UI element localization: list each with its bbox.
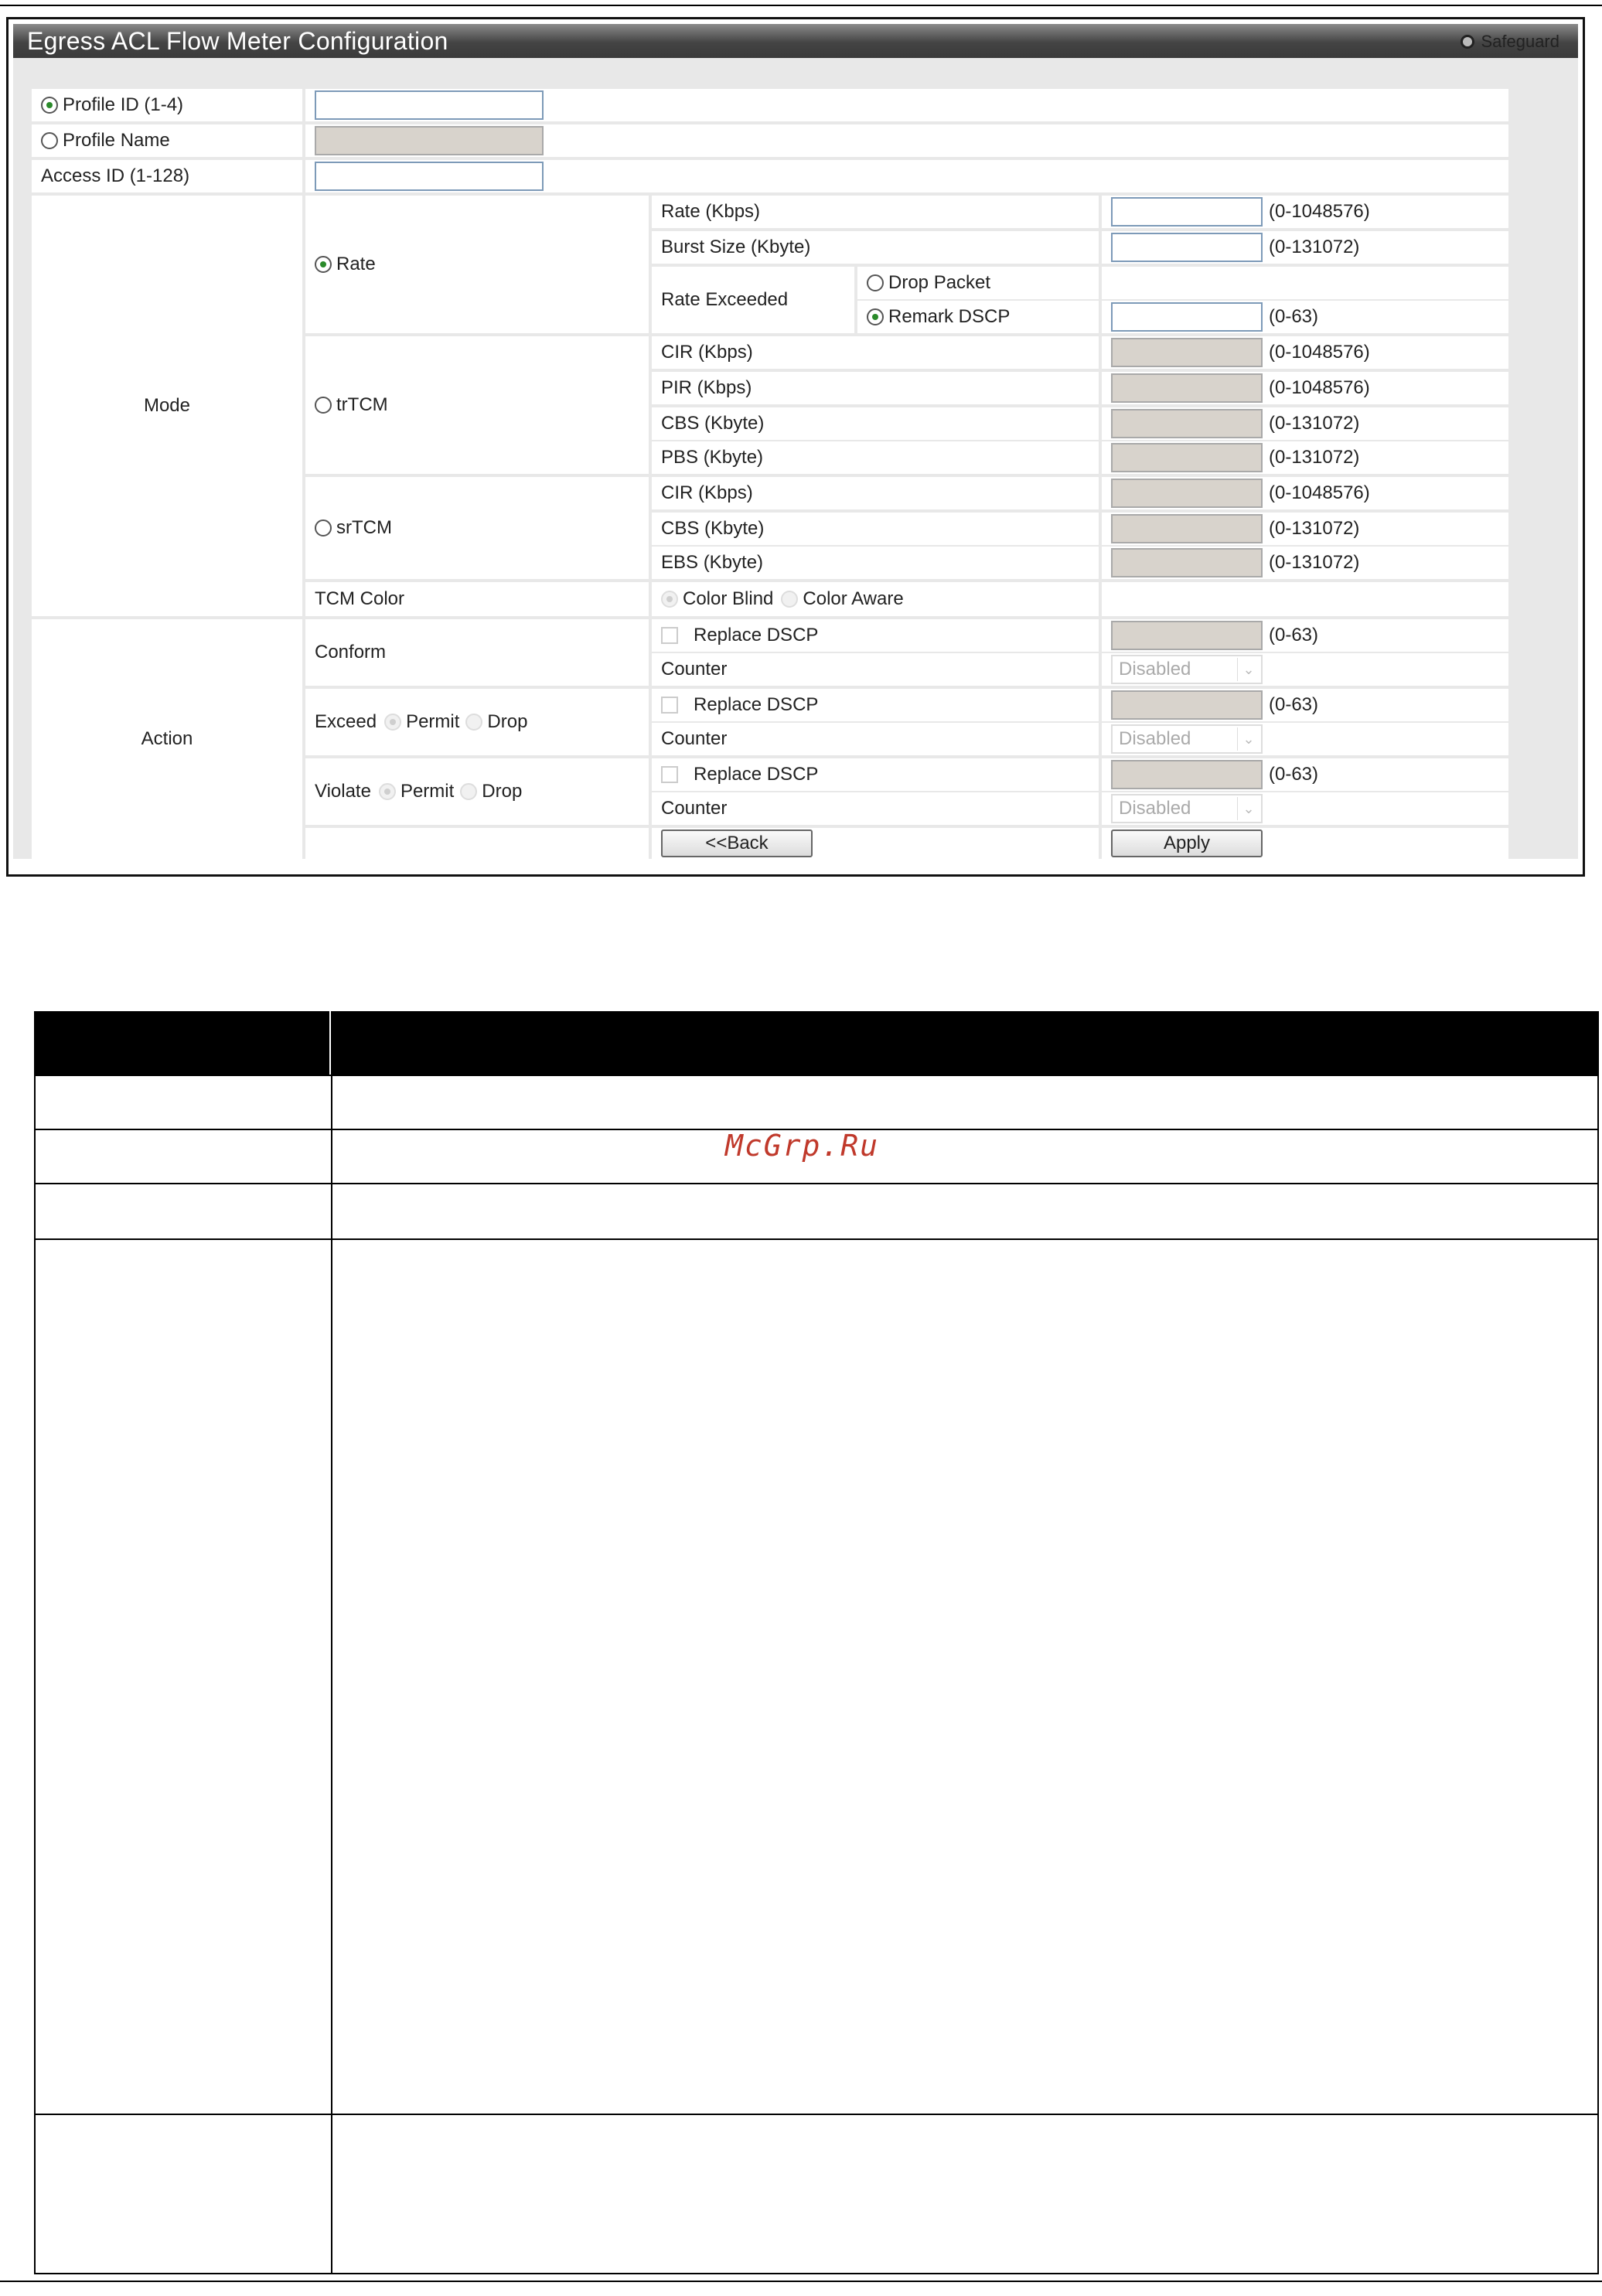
violate-counter-label-cell: [652, 792, 1099, 825]
access-id-label-cell: [32, 160, 302, 192]
panel-title: Egress ACL Flow Meter Configuration: [27, 27, 448, 55]
trtcm-cbs-label-cell: [652, 407, 1099, 440]
conform-counter-label-cell: [652, 653, 1099, 686]
srtcm-cbs-input[interactable]: [1111, 514, 1263, 543]
conform-counter-select[interactable]: [1111, 655, 1263, 684]
tcm-color-empty-cell: [1102, 582, 1508, 616]
remark-dscp-label: Remark DSCP: [888, 306, 1011, 327]
access-id-cell: [305, 160, 1508, 192]
exceed-drop-label: Drop: [487, 711, 528, 732]
rate-kbps-range: (0-1048576): [1269, 201, 1370, 222]
watermark: McGrp.Ru: [725, 1129, 880, 1163]
trtcm-pbs-range: (0-131072): [1269, 447, 1360, 468]
header-divider: [329, 1011, 331, 1075]
remark-dscp-input[interactable]: [1111, 302, 1263, 332]
profile-name-radio[interactable]: [41, 132, 58, 149]
trtcm-cir-label-cell: [652, 336, 1099, 369]
violate-counter-cell: [1102, 792, 1508, 825]
table-row: [34, 1183, 1599, 1240]
srtcm-cir-cell: [1102, 477, 1508, 509]
remark-dscp-cell: [1102, 301, 1508, 333]
trtcm-pir-range: (0-1048576): [1269, 377, 1370, 398]
color-blind-radio[interactable]: [661, 591, 678, 608]
trtcm-cir-cell: [1102, 336, 1508, 369]
violate-counter-label: Counter: [661, 798, 728, 819]
exceed-dscp-input[interactable]: [1111, 690, 1263, 720]
mode-label: Mode: [143, 395, 191, 416]
srtcm-ebs-cell: [1102, 547, 1508, 579]
exceed-replace-dscp-checkbox[interactable]: [661, 697, 678, 714]
rate-exceeded-label: Rate Exceeded: [661, 289, 789, 310]
remark-dscp-radio[interactable]: [867, 308, 884, 325]
exceed-dscp-cell: [1102, 689, 1508, 721]
srtcm-cbs-range: (0-131072): [1269, 518, 1360, 539]
srtcm-ebs-label-cell: [652, 547, 1099, 579]
exceed-permit-label: Permit: [406, 711, 460, 732]
top-rule: [0, 5, 1602, 6]
access-id-input[interactable]: [315, 162, 544, 191]
trtcm-pir-label: PIR (Kbps): [661, 377, 752, 398]
trtcm-pbs-input[interactable]: [1111, 443, 1263, 472]
srtcm-cbs-label-cell: [652, 513, 1099, 545]
drop-packet-empty-cell: [1102, 267, 1508, 299]
trtcm-cbs-cell: [1102, 407, 1508, 440]
conform-counter-cell: [1102, 653, 1508, 686]
exceed-counter-value: Disabled: [1119, 728, 1191, 749]
trtcm-cbs-range: (0-131072): [1269, 413, 1360, 434]
table-row: [34, 1075, 1599, 1130]
trtcm-pbs-label-cell: [652, 441, 1099, 474]
violate-label: Violate: [315, 781, 371, 802]
trtcm-pir-cell: [1102, 372, 1508, 404]
rate-option[interactable]: [305, 196, 649, 333]
trtcm-pir-input[interactable]: [1111, 373, 1263, 403]
burst-size-range: (0-131072): [1269, 237, 1360, 257]
trtcm-radio[interactable]: [315, 397, 332, 414]
conform-dscp-input[interactable]: [1111, 621, 1263, 650]
buttons-empty-cell: [305, 828, 649, 859]
srtcm-ebs-input[interactable]: [1111, 548, 1263, 577]
profile-name-option[interactable]: [32, 124, 302, 157]
exceed-replace-dscp-label: Replace DSCP: [694, 694, 819, 715]
violate-permit-label: Permit: [400, 781, 455, 802]
conform-dscp-cell: [1102, 619, 1508, 652]
exceed-counter-select[interactable]: [1111, 724, 1263, 754]
color-aware-radio[interactable]: [781, 591, 798, 608]
rate-kbps-cell: [1102, 196, 1508, 228]
exceed-permit-radio[interactable]: [384, 714, 401, 731]
srtcm-radio[interactable]: [315, 519, 332, 537]
chevron-down-icon: ⌄: [1237, 658, 1259, 681]
conform-label: Conform: [315, 642, 387, 663]
flow-meter-panel: [6, 17, 1585, 877]
burst-size-input[interactable]: [1111, 233, 1263, 262]
violate-permit-radio[interactable]: [379, 783, 396, 800]
rate-label: Rate: [336, 254, 376, 274]
profile-id-input[interactable]: [315, 90, 544, 120]
profile-name-cell: [305, 124, 1508, 157]
violate-dscp-cell: [1102, 758, 1508, 791]
description-table-header: [34, 1011, 1599, 1075]
violate-counter-select[interactable]: [1111, 794, 1263, 823]
srtcm-ebs-range: (0-131072): [1269, 552, 1360, 573]
config-form: [13, 58, 1578, 859]
color-aware-label: Color Aware: [803, 588, 904, 609]
table-row: [34, 2114, 1599, 2274]
profile-id-label: Profile ID (1-4): [63, 94, 184, 115]
profile-id-cell: [305, 89, 1508, 121]
rate-kbps-label-cell: [652, 196, 1099, 228]
chevron-down-icon: ⌄: [1237, 727, 1259, 751]
chevron-down-icon: ⌄: [1237, 797, 1259, 820]
panel-title-bar: [13, 24, 1578, 58]
rate-kbps-label: Rate (Kbps): [661, 201, 761, 222]
exceed-counter-cell: [1102, 723, 1508, 755]
conform-counter-value: Disabled: [1119, 659, 1191, 680]
bottom-rule: [0, 2281, 1602, 2282]
srtcm-cbs-cell: [1102, 513, 1508, 545]
column-divider: [331, 1076, 332, 1129]
back-cell: [652, 828, 1099, 859]
srtcm-cir-range: (0-1048576): [1269, 482, 1370, 503]
column-divider: [331, 1240, 332, 2114]
safeguard-indicator: [1461, 32, 1559, 52]
conform-counter-label: Counter: [661, 659, 728, 680]
exceed-replace-dscp[interactable]: [652, 689, 1099, 721]
exceed-drop-radio[interactable]: [465, 714, 482, 731]
trtcm-option[interactable]: [305, 336, 649, 474]
exceed-counter-label-cell: [652, 723, 1099, 755]
trtcm-cbs-label: CBS (Kbyte): [661, 413, 765, 434]
conform-replace-dscp-label: Replace DSCP: [694, 625, 819, 646]
action-label: Action: [141, 728, 193, 749]
safeguard-icon: [1461, 35, 1474, 49]
trtcm-pbs-cell: [1102, 441, 1508, 474]
violate-cell: [305, 758, 649, 825]
column-divider: [331, 2115, 332, 2273]
exceed-dscp-range: (0-63): [1269, 694, 1319, 715]
srtcm-cir-label-cell: [652, 477, 1099, 509]
trtcm-pir-label-cell: [652, 372, 1099, 404]
access-id-label: Access ID (1-128): [41, 165, 190, 186]
profile-id-radio[interactable]: [41, 97, 58, 114]
trtcm-label: trTCM: [336, 394, 388, 415]
srtcm-cir-label: CIR (Kbps): [661, 482, 753, 503]
srtcm-label: srTCM: [336, 517, 392, 538]
tcm-color-options: [652, 582, 1099, 616]
burst-size-cell: [1102, 231, 1508, 264]
srtcm-ebs-label: EBS (Kbyte): [661, 552, 764, 573]
trtcm-cir-range: (0-1048576): [1269, 342, 1370, 363]
safeguard-label: Safeguard: [1481, 32, 1559, 51]
burst-size-label: Burst Size (Kbyte): [661, 237, 811, 257]
color-blind-label: Color Blind: [683, 588, 774, 609]
profile-name-label: Profile Name: [63, 130, 170, 151]
srtcm-cbs-label: CBS (Kbyte): [661, 518, 765, 539]
violate-dscp-input[interactable]: [1111, 760, 1263, 789]
burst-size-label-cell: [652, 231, 1099, 264]
srtcm-option[interactable]: [305, 477, 649, 579]
violate-drop-radio[interactable]: [460, 783, 477, 800]
drop-packet-radio[interactable]: [867, 274, 884, 291]
conform-replace-dscp[interactable]: [652, 619, 1099, 652]
conform-label-cell: [305, 619, 649, 686]
conform-replace-dscp-checkbox[interactable]: [661, 627, 678, 644]
remark-dscp-range: (0-63): [1269, 306, 1319, 327]
remark-dscp-option[interactable]: [857, 301, 1099, 333]
description-table: [34, 1011, 1599, 2274]
apply-cell: [1102, 828, 1508, 859]
rate-exceeded-label-cell: [652, 267, 854, 333]
trtcm-pbs-label: PBS (Kbyte): [661, 447, 764, 468]
apply-button[interactable]: Apply: [1111, 829, 1263, 857]
conform-dscp-range: (0-63): [1269, 625, 1319, 646]
violate-drop-label: Drop: [482, 781, 523, 802]
violate-replace-dscp-checkbox[interactable]: [661, 766, 678, 783]
exceed-label: Exceed: [315, 711, 377, 732]
trtcm-cir-label: CIR (Kbps): [661, 342, 753, 363]
column-divider: [331, 1130, 332, 1183]
violate-replace-dscp[interactable]: [652, 758, 1099, 791]
table-row: [34, 1238, 1599, 2115]
trtcm-cir-input[interactable]: [1111, 338, 1263, 367]
violate-replace-dscp-label: Replace DSCP: [694, 764, 819, 785]
mode-label-cell: [32, 196, 302, 616]
tcm-color-label: TCM Color: [315, 588, 405, 609]
drop-packet-option[interactable]: [857, 267, 1099, 299]
trtcm-cbs-input[interactable]: [1111, 409, 1263, 438]
action-label-cell: [32, 619, 302, 859]
back-button[interactable]: <<Back: [661, 829, 813, 857]
srtcm-cir-input[interactable]: [1111, 479, 1263, 508]
profile-name-input[interactable]: [315, 126, 544, 155]
profile-id-option[interactable]: [32, 89, 302, 121]
rate-kbps-input[interactable]: [1111, 197, 1263, 227]
violate-dscp-range: (0-63): [1269, 764, 1319, 785]
violate-counter-value: Disabled: [1119, 798, 1191, 819]
exceed-cell: [305, 689, 649, 755]
drop-packet-label: Drop Packet: [888, 272, 991, 293]
rate-radio[interactable]: [315, 256, 332, 273]
column-divider: [331, 1184, 332, 1238]
exceed-counter-label: Counter: [661, 728, 728, 749]
tcm-color-label-cell: [305, 582, 649, 616]
